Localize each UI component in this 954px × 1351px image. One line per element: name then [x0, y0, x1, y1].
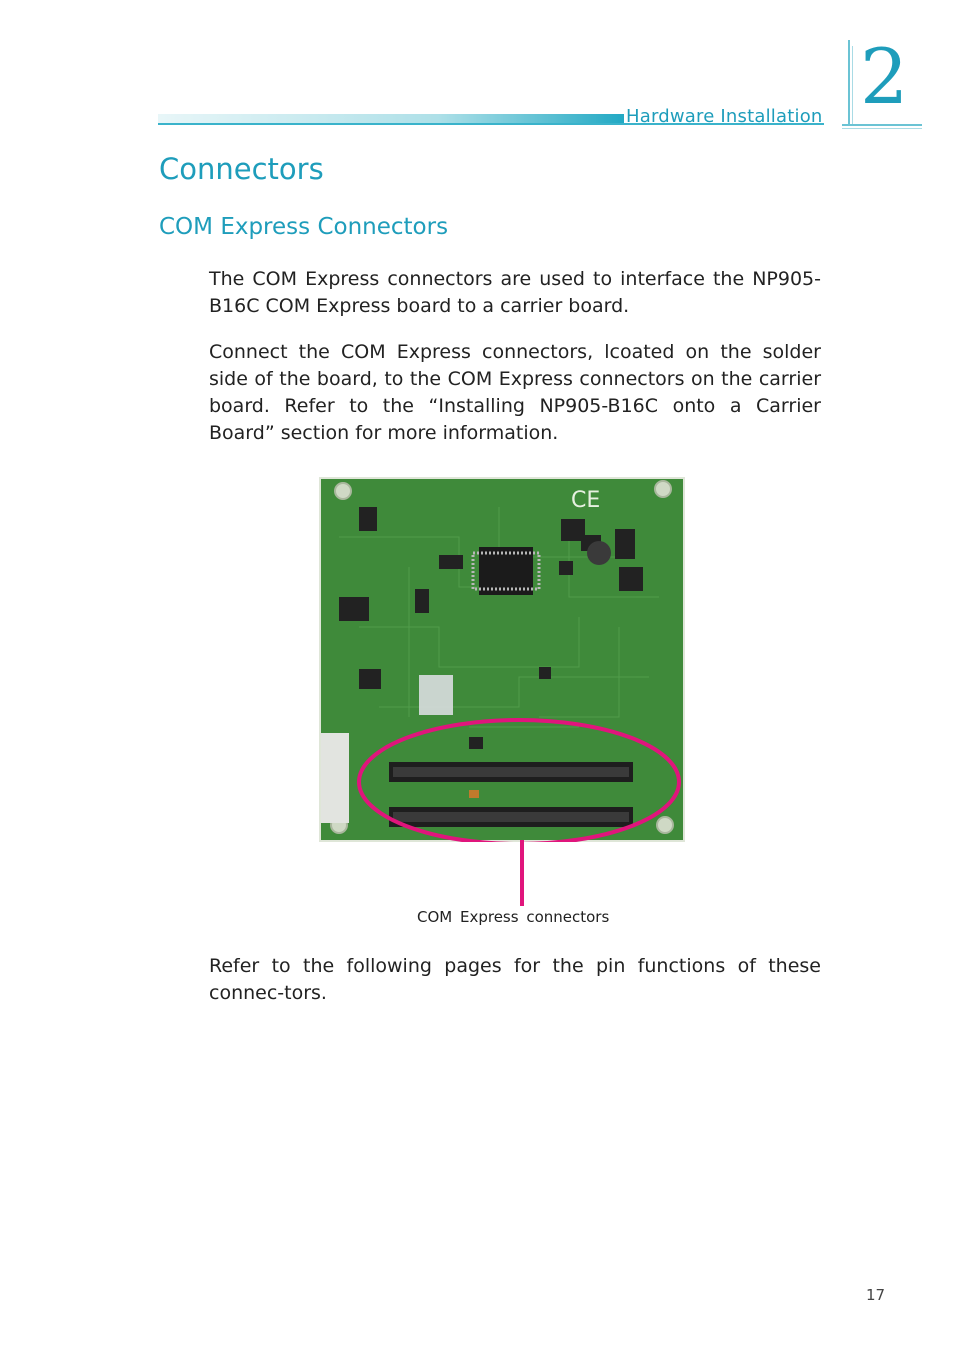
board-photo — [319, 477, 685, 842]
paragraph-connect: Connect the COM Express connectors, lcoated on the solder side of the board, to the COM Express connectors on the carrier board. Refer to the “Installing NP905-B16C onto a Carrier Board” section for more information. — [209, 341, 821, 444]
callout-line — [518, 840, 528, 910]
figure-caption: COM Express connectors — [417, 908, 610, 926]
chapter-number: 2 — [860, 32, 909, 121]
section-title: COM Express Connectors — [159, 214, 449, 240]
running-header: Hardware Installation — [626, 106, 823, 127]
paragraph-refer: Refer to the following pages for the pin functions of these connec-tors. — [209, 955, 821, 1004]
chapter-marker — [842, 32, 922, 130]
svg-text:CE: CE — [571, 488, 601, 513]
paragraph-intro: The COM Express connectors are used to interface the NP905-B16C COM Express board to a carrier board. — [209, 268, 821, 317]
page-number: 17 — [866, 1286, 886, 1304]
page-title: Connectors — [159, 152, 324, 186]
